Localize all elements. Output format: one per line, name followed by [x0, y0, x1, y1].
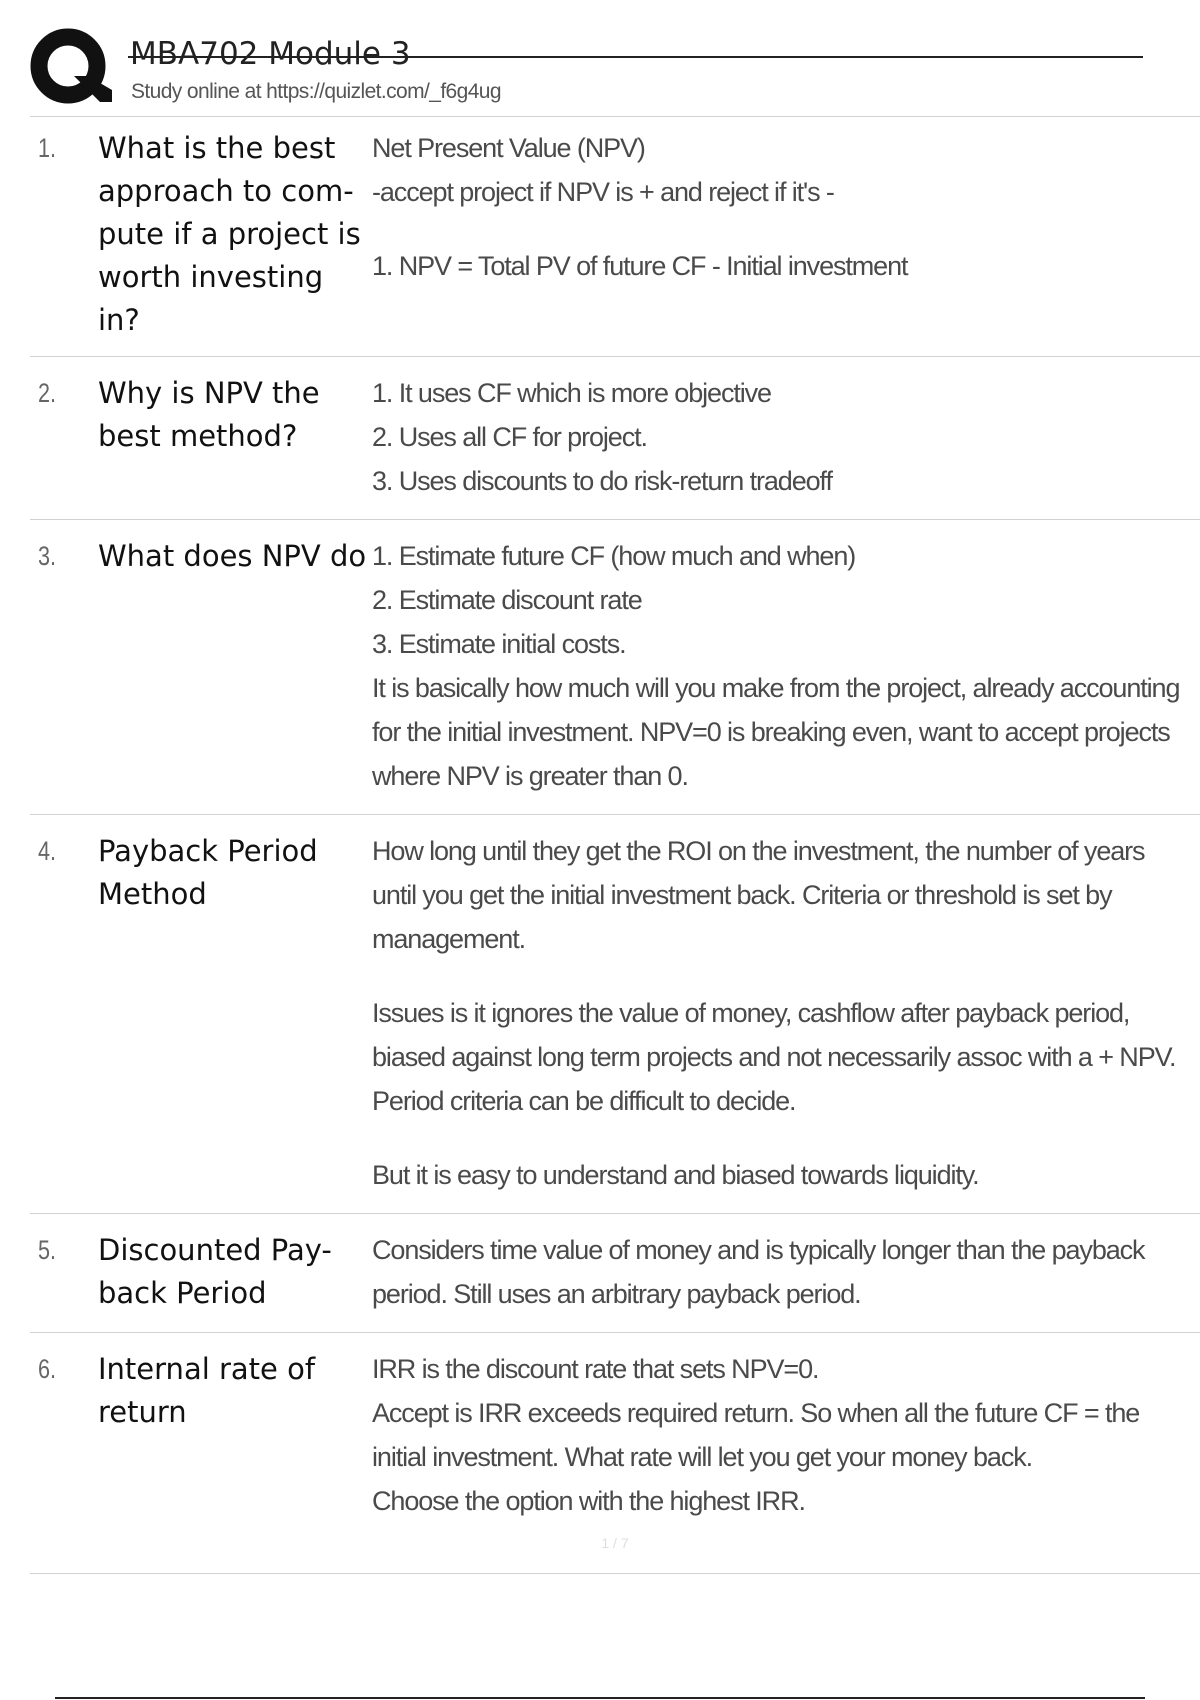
- definition-line: -accept project if NPV is + and reject if it's -: [372, 177, 834, 207]
- flashcard-row: [30, 520, 1200, 815]
- definition-line: It is basically how much will you make from the project, already accounting for the initial investment. NPV=0 is breaking even, want to accept projects where NPV is greater than 0.: [372, 673, 1186, 791]
- flashcard-row: [30, 357, 1200, 520]
- document-title: MBA702 Module 3: [130, 36, 411, 72]
- definition-line: IRR is the discount rate that sets NPV=0.: [372, 1354, 819, 1384]
- definition-line: 1. NPV = Total PV of future CF - Initial investment: [372, 251, 908, 281]
- definition-line: Accept is IRR exceeds required return. So when all the future CF = the initial investment. What rate will let you get your money back.: [372, 1398, 1146, 1472]
- card-term: Discounted Pay- back Period: [98, 1233, 332, 1310]
- definition-line: [372, 1123, 1190, 1153]
- card-definition: [372, 1228, 1200, 1316]
- card-definition: [372, 371, 1200, 503]
- card-number: 4.: [38, 836, 57, 866]
- definition-line: 3. Uses discounts to do risk-return tradeoff: [372, 466, 832, 496]
- card-number: 6.: [38, 1354, 57, 1384]
- definition-line: Net Present Value (NPV): [372, 133, 645, 163]
- flashcard-row: [30, 116, 1200, 357]
- flashcard-list: [30, 116, 1200, 1574]
- card-definition: [372, 534, 1200, 798]
- page-number: 1 / 7: [601, 1535, 629, 1551]
- definition-line: 1. Estimate future CF (how much and when): [372, 541, 856, 571]
- definition-line: 2. Estimate discount rate: [372, 585, 642, 615]
- card-term: What is the best approach to com- pute if a project is worth investing in?: [98, 131, 361, 337]
- definition-line: Considers time value of money and is typically longer than the payback period. Still uses an arbitrary payback period.: [372, 1235, 1151, 1309]
- definition-line: [372, 214, 1190, 244]
- flashcard-row: [30, 1214, 1200, 1333]
- card-definition: [372, 126, 1200, 288]
- card-number: 2.: [38, 378, 57, 408]
- definition-line: How long until they get the ROI on the investment, the number of years until you get the initial investment back. Criteria or threshold is set by management.: [372, 836, 1151, 954]
- definition-line: Choose the option with the highest IRR.: [372, 1486, 805, 1516]
- card-number: 1.: [38, 133, 57, 163]
- footer-divider: [55, 1697, 1145, 1699]
- card-term: Internal rate of return: [98, 1352, 316, 1429]
- card-definition: [372, 829, 1200, 1197]
- card-number: 3.: [38, 541, 57, 571]
- card-definition: [372, 1347, 1200, 1523]
- definition-line: 3. Estimate initial costs.: [372, 629, 626, 659]
- definition-line: 1. It uses CF which is more objective: [372, 378, 771, 408]
- definition-line: [372, 961, 1190, 991]
- definition-line: But it is easy to understand and biased towards liquidity.: [372, 1160, 979, 1190]
- flashcard-row: [30, 815, 1200, 1214]
- definition-line: Issues is it ignores the value of money, cashflow after payback period, biased against long term projects and not necessarily assoc with a + NPV. Period criteria can be difficult to decide.: [372, 998, 1182, 1116]
- card-term: Why is NPV the best method?: [98, 376, 320, 453]
- quizlet-logo-icon: [30, 28, 112, 110]
- definition-line: 2. Uses all CF for project.: [372, 422, 647, 452]
- card-term: Payback Period Method: [98, 834, 318, 911]
- card-number: 5.: [38, 1235, 57, 1265]
- card-term: What does NPV do: [98, 539, 367, 573]
- study-link-text: Study online at https://quizlet.com/_f6g4ug: [131, 80, 501, 103]
